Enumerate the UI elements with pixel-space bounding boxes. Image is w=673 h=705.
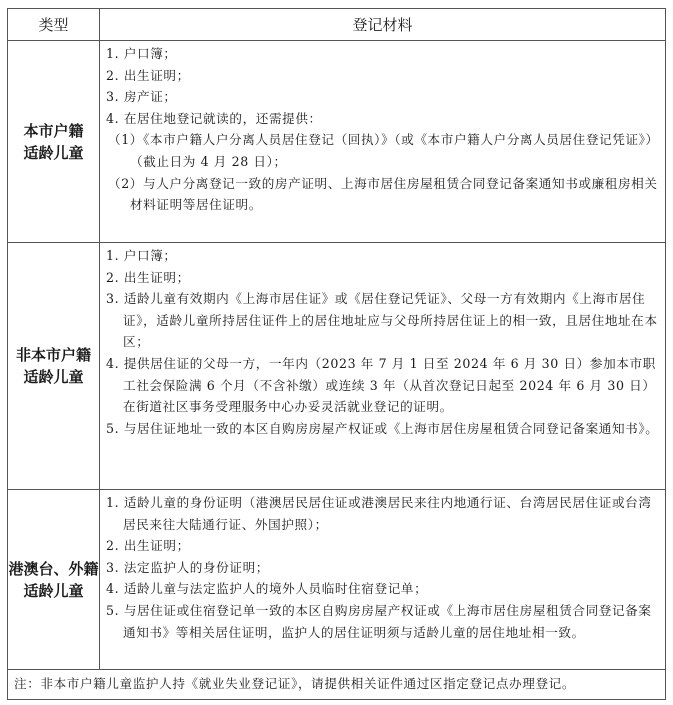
material-item: 4. 提供居住证的父母一方，一年内（2023 年 7 月 1 日至 2024 年 6 月 30 日）参加本市职工社会保险满 6 个月（不含补缴）或连续 3 年（从首次登记日起至 2024 年 6 月 30 日）在街道社区事务受理服务中心办妥灵活就业登记的证明。 [106, 355, 656, 415]
header-type: 类型 [8, 9, 100, 41]
material-item: 2. 出生证明； [106, 269, 190, 285]
materials-cell [100, 490, 666, 670]
table-row-nonlocal-hukou [8, 243, 666, 490]
material-item: 4. 适龄儿童与法定监护人的境外人员临时住宿登记单； [106, 581, 428, 597]
table-row-local-hukou [8, 41, 666, 243]
material-item: 3. 适龄儿童有效期内《上海市居住证》或《居住登记凭证》、父母一方有效期内《上海市居住证》，适龄儿童所持居住证件上的居住地址应与父母所持居住证上的相一致，且居住地址在本区； [106, 291, 658, 350]
material-subitem: （1）《本市户籍人户分离人员居住登记（回执）》（或《本市户籍人户分离人员居住登记凭证》）（截止日为 4 月 28 日）； [108, 132, 659, 169]
table-note-row [8, 670, 666, 700]
registration-materials-table [7, 8, 666, 700]
materials-cell [100, 41, 666, 243]
header-materials: 登记材料 [100, 9, 666, 41]
material-item: 3. 房产证； [106, 89, 177, 105]
material-item: 2. 出生证明； [106, 538, 190, 554]
type-cell [8, 41, 100, 243]
type-line-1: 港澳台、外籍 [8, 559, 99, 578]
material-item: 5. 与居住证或住宿登记单一致的本区自购房房屋产权证或《上海市居住房屋租赁合同登记备案通知书》等相关居住证明，监护人的居住证明须与适龄儿童的居住地址相一致。 [106, 602, 652, 640]
type-line-2: 适龄儿童 [23, 581, 84, 600]
material-item: 1. 户口簿； [106, 46, 177, 61]
type-cell [8, 243, 100, 490]
table-header-row [8, 9, 666, 41]
materials-cell [100, 243, 666, 490]
material-item: 5. 与居住证地址一致的本区自购房房屋产权证或《上海市居住房屋租赁合同登记备案通知书》。 [106, 420, 659, 436]
type-line-2: 适龄儿童 [23, 143, 84, 162]
material-item: 2. 出生证明； [106, 67, 190, 83]
material-item: 1. 适龄儿童的身份证明（港澳居民居住证或港澳居民来往内地通行证、台湾居民居住证或台湾居民来往大陆通行证、外国护照）； [106, 495, 652, 532]
material-item: 4. 在居住地登记就读的，还需提供： [106, 110, 322, 126]
type-line-2: 适龄儿童 [23, 368, 84, 386]
table-row-hk-macao-taiwan-foreign [8, 490, 666, 670]
type-line-1: 非本市户籍 [15, 346, 91, 364]
note-text: 注：非本市户籍儿童监护人持《就业失业登记证》，请提供相关证件通过区指定登记点办理登记。 [8, 670, 666, 700]
type-line-1: 本市户籍 [23, 121, 84, 140]
type-cell [8, 490, 100, 670]
material-item: 1. 户口簿； [106, 248, 177, 263]
material-item: 3. 法定监护人的身份证明； [106, 559, 269, 575]
material-subitem: （2）与人户分离登记一致的房产证明、上海市居住房屋租赁合同登记备案通知书或廉租房相关材料证明等居住证明。 [108, 175, 658, 213]
